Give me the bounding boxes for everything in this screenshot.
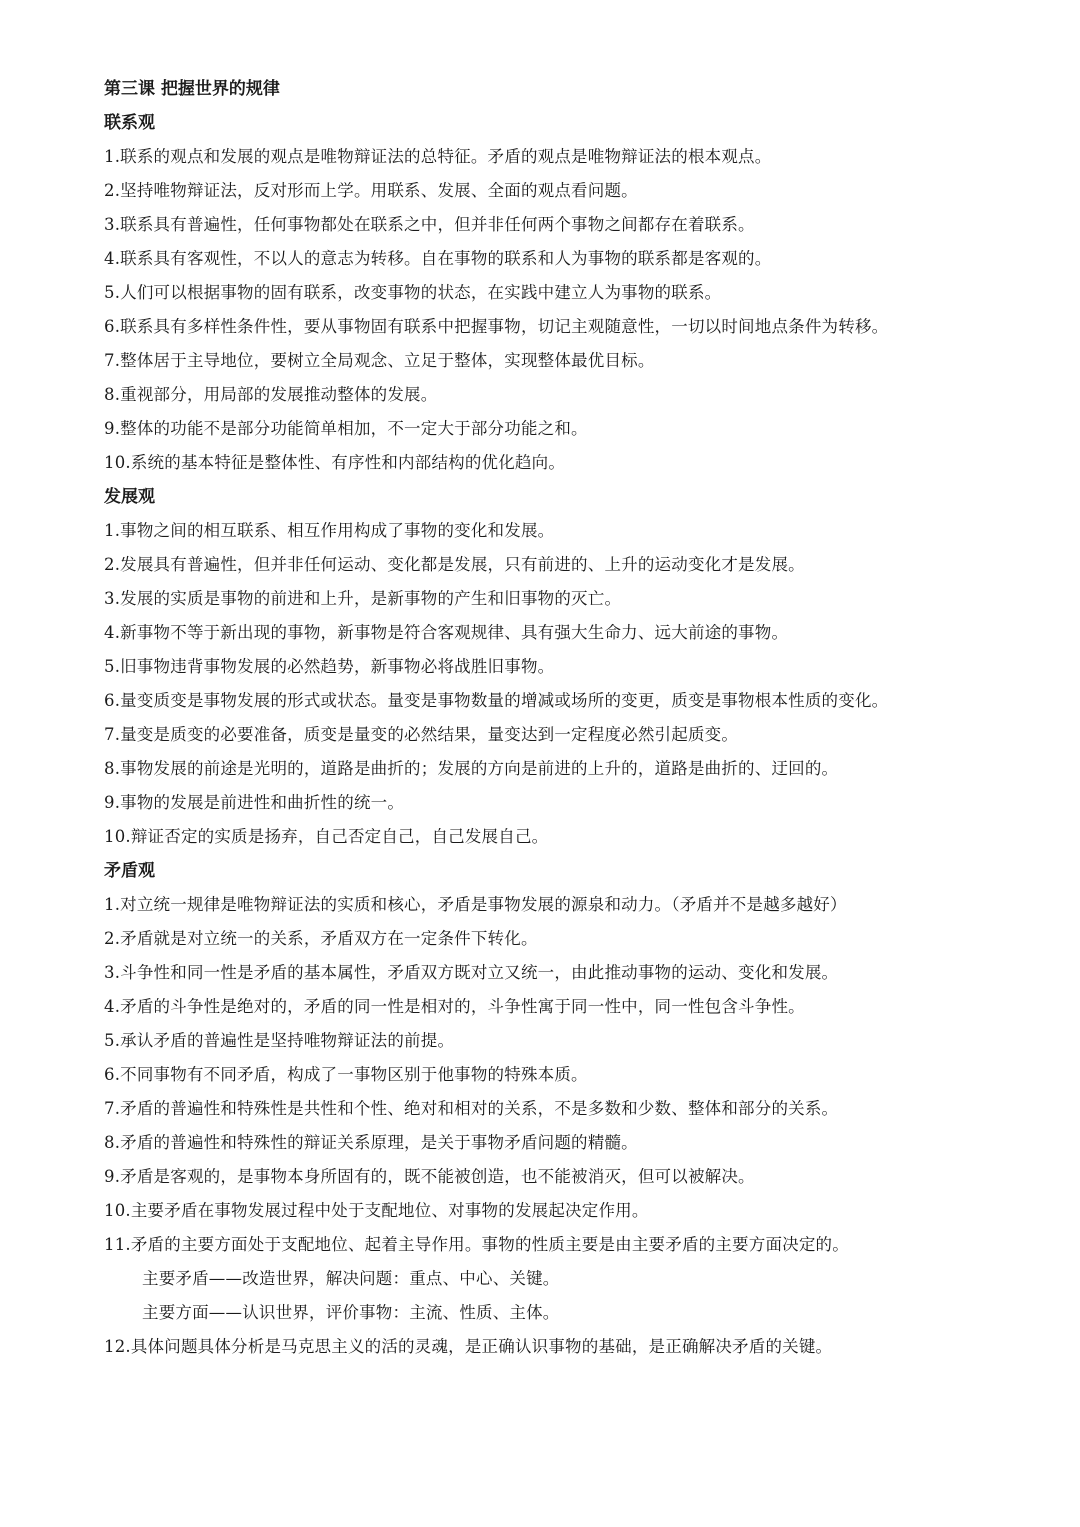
list-item: 7.矛盾的普遍性和特殊性是共性和个性、绝对和相对的关系，不是多数和少数、整体和部分的关系。 — [104, 1099, 839, 1118]
list-item: 6.联系具有多样性条件性，要从事物固有联系中把握事物，切记主观随意性，一切以时间地点条件为转移。 — [104, 317, 889, 336]
list-item: 2.矛盾就是对立统一的关系，矛盾双方在一定条件下转化。 — [104, 929, 538, 948]
list-item: 7.量变是质变的必要准备，质变是量变的必然结果，量变达到一定程度必然引起质变。 — [104, 725, 739, 744]
list-item: 3.联系具有普遍性，任何事物都处在联系之中，但并非任何两个事物之间都存在着联系。 — [104, 215, 755, 234]
list-item: 11.矛盾的主要方面处于支配地位、起着主导作用。事物的性质主要是由主要矛盾的主要方面决定的。 — [104, 1235, 849, 1254]
document-page — [104, 72, 1044, 1364]
list-item: 4.矛盾的斗争性是绝对的，矛盾的同一性是相对的，斗争性寓于同一性中，同一性包含斗争性。 — [104, 997, 805, 1016]
list-item: 10.主要矛盾在事物发展过程中处于支配地位、对事物的发展起决定作用。 — [104, 1201, 649, 1220]
list-item: 7.整体居于主导地位，要树立全局观念、立足于整体，实现整体最优目标。 — [104, 351, 655, 370]
lesson-title: 第三课 把握世界的规律 — [104, 79, 280, 99]
list-item: 9.事物的发展是前进性和曲折性的统一。 — [104, 793, 405, 812]
list-item: 4.联系具有客观性，不以人的意志为转移。自在事物的联系和人为事物的联系都是客观的。 — [104, 249, 772, 268]
list-item: 6.量变质变是事物发展的形式或状态。量变是事物数量的增减或场所的变更，质变是事物根本性质的变化。 — [104, 691, 889, 710]
list-item: 2.发展具有普遍性，但并非任何运动、变化都是发展，只有前进的、上升的运动变化才是发展。 — [104, 555, 805, 574]
list-item: 2.坚持唯物辩证法，反对形而上学。用联系、发展、全面的观点看问题。 — [104, 181, 638, 200]
list-item: 6.不同事物有不同矛盾，构成了一事物区别于他事物的特殊本质。 — [104, 1065, 588, 1084]
list-item: 12.具体问题具体分析是马克思主义的活的灵魂，是正确认识事物的基础，是正确解决矛盾的关键。 — [104, 1337, 833, 1356]
list-item: 5.人们可以根据事物的固有联系，改变事物的状态，在实践中建立人为事物的联系。 — [104, 283, 722, 302]
list-item: 5.承认矛盾的普遍性是坚持唯物辩证法的前提。 — [104, 1031, 455, 1050]
list-item: 10.辩证否定的实质是扬弃，自己否定自己，自己发展自己。 — [104, 827, 549, 846]
list-item: 8.矛盾的普遍性和特殊性的辩证关系原理，是关于事物矛盾问题的精髓。 — [104, 1133, 638, 1152]
list-item: 9.整体的功能不是部分功能简单相加，不一定大于部分功能之和。 — [104, 419, 588, 438]
list-item: 3.发展的实质是事物的前进和上升，是新事物的产生和旧事物的灭亡。 — [104, 589, 622, 608]
section-heading-contradiction: 矛盾观 — [104, 861, 155, 881]
section-heading-development: 发展观 — [104, 487, 155, 507]
list-item: 9.矛盾是客观的，是事物本身所固有的，既不能被创造，也不能被消灭，但可以被解决。 — [104, 1167, 755, 1186]
list-item: 4.新事物不等于新出现的事物，新事物是符合客观规律、具有强大生命力、远大前途的事物。 — [104, 623, 789, 642]
section-heading-connection: 联系观 — [104, 113, 155, 133]
list-item: 10.系统的基本特征是整体性、有序性和内部结构的优化趋向。 — [104, 453, 566, 472]
sub-list-item: 主要方面——认识世界，评价事物：主流、性质、主体。 — [142, 1303, 560, 1322]
list-item: 3.斗争性和同一性是矛盾的基本属性，矛盾双方既对立又统一，由此推动事物的运动、变化和发展。 — [104, 963, 839, 982]
list-item: 8.事物发展的前途是光明的，道路是曲折的；发展的方向是前进的上升的，道路是曲折的、迂回的。 — [104, 759, 839, 778]
list-item: 1.事物之间的相互联系、相互作用构成了事物的变化和发展。 — [104, 521, 555, 540]
sub-list-item: 主要矛盾——改造世界，解决问题：重点、中心、关键。 — [142, 1269, 560, 1288]
list-item: 1.对立统一规律是唯物辩证法的实质和核心，矛盾是事物发展的源泉和动力。（矛盾并不是越多越好） — [104, 895, 847, 914]
list-item: 5.旧事物违背事物发展的必然趋势，新事物必将战胜旧事物。 — [104, 657, 555, 676]
list-item: 8.重视部分，用局部的发展推动整体的发展。 — [104, 385, 438, 404]
list-item: 1.联系的观点和发展的观点是唯物辩证法的总特征。矛盾的观点是唯物辩证法的根本观点。 — [104, 147, 772, 166]
